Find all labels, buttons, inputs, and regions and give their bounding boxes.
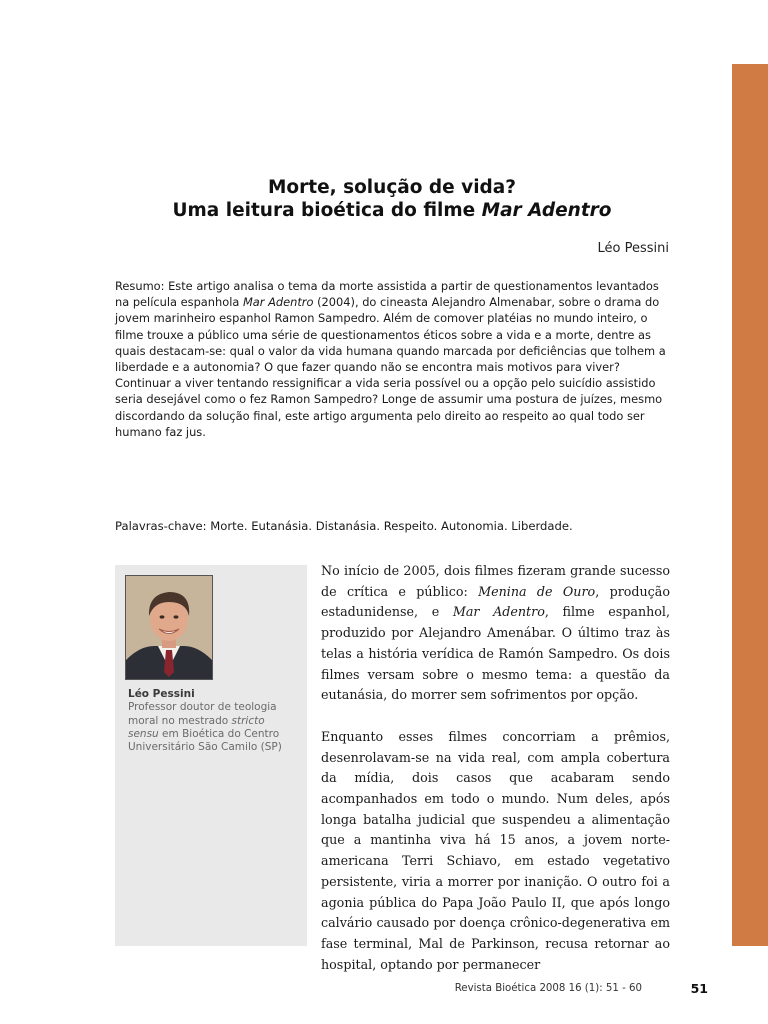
title-line-1: Morte, solução de vida?: [267, 177, 517, 198]
body-text-column: [321, 561, 670, 975]
abstract-film-name: Mar Adentro: [242, 295, 314, 310]
author-bio-name: Léo Pessini: [128, 688, 195, 700]
keywords-label: Palavras-chave:: [115, 519, 207, 533]
body-p1-text-b: , produção estadunidense, e: [321, 583, 670, 620]
journal-citation: Revista Bioética 2008 16 (1): 51 - 60: [454, 983, 642, 994]
article-author: Léo Pessini: [597, 241, 669, 256]
body-p1-film-1: Menina de Ouro: [478, 583, 596, 599]
keywords-text: Morte. Eutanásia. Distanásia. Respeito. Autonomia. Liberdade.: [206, 519, 573, 533]
author-photo: [125, 575, 213, 680]
author-bio: [128, 688, 298, 754]
author-bio-italic: stricto sensu: [128, 714, 265, 740]
decorative-side-bar: [732, 64, 768, 946]
body-p1-film-2: Mar Adentro: [452, 604, 545, 620]
body-p1-text-a: No início de 2005, dois filmes fizeram grande sucesso de crítica e público:: [321, 563, 670, 599]
body-paragraph-1: [321, 561, 670, 706]
title-line-2: [115, 199, 669, 222]
author-portrait-image: [126, 576, 212, 679]
abstract-label: Resumo:: [115, 279, 165, 293]
page-number: 51: [690, 981, 708, 996]
body-paragraph-2: Enquanto esses filmes concorriam a prêmios, desenrolavam-se na vida real, com ampla cobertura da mídia, dois casos que acabaram sendo acompanhados em todo o mundo. Num deles, após longa batalha judicial que suspendeu a alimentação que a mantinha viva há 15 anos, a jovem norte-americana Terri Schiavo, em estado vegetativo persistente, viria a morrer por inanição. O outro foi a agonia pública do Papa João Paulo II, que após longo calvário causado por doença crônico-degenerativa em fase terminal, Mal de Parkinson, recusa retornar ao hospital, optando por permanecer: [321, 728, 670, 972]
abstract-text-2: (2004), do cineasta Alejandro Almenabar, sobre o drama do jovem marinheiro espanhol Ramon Sampedro. Além de comover platéias no mundo inteiro, o filme trouxe a público uma série de questionamentos éticos sobre a vida e a morte, dentre as quais destacam-se: qual o valor da vida humana quando marcada por deficiências que tolhem a liberdade e a autonomia? O que fazer quando não se encontra mais motivos para viver? Continuar a viver tentando ressignificar a vida seria possível ou a opção pelo suicídio assistido seria desejável como o fez Ramon Sampedro? Longe de assumir uma postura de juízes, mesmo discordando da solução final, este artigo argumenta pelo direito ao respeito ao qual todo ser humano faz jus.: [115, 295, 666, 439]
abstract: [115, 278, 669, 440]
author-info-box: [115, 565, 307, 946]
author-bio-text-2: em Bioética do Centro Universitário São Camilo (SP): [128, 727, 282, 754]
author-bio-text-1: Professor doutor de teologia moral no mestrado: [128, 701, 277, 727]
title-line-2-text: Uma leitura bioética do filme: [172, 200, 482, 221]
body-p1-text-c: , filme espanhol, produzido por Alejandro Amenábar. O último traz às telas a história verídica de Ramón Sampedro. Os dois filmes versam sobre o mesmo tema: a questão da eutanásia, do morrer sem sofrimentos por opção.: [321, 604, 671, 703]
title-film-name: Mar Adentro: [481, 200, 612, 221]
article-title: [115, 176, 669, 222]
keywords: [115, 519, 669, 533]
abstract-text-1: Este artigo analisa o tema da morte assistida a partir de questionamentos levantados na película espanhola: [115, 279, 659, 310]
